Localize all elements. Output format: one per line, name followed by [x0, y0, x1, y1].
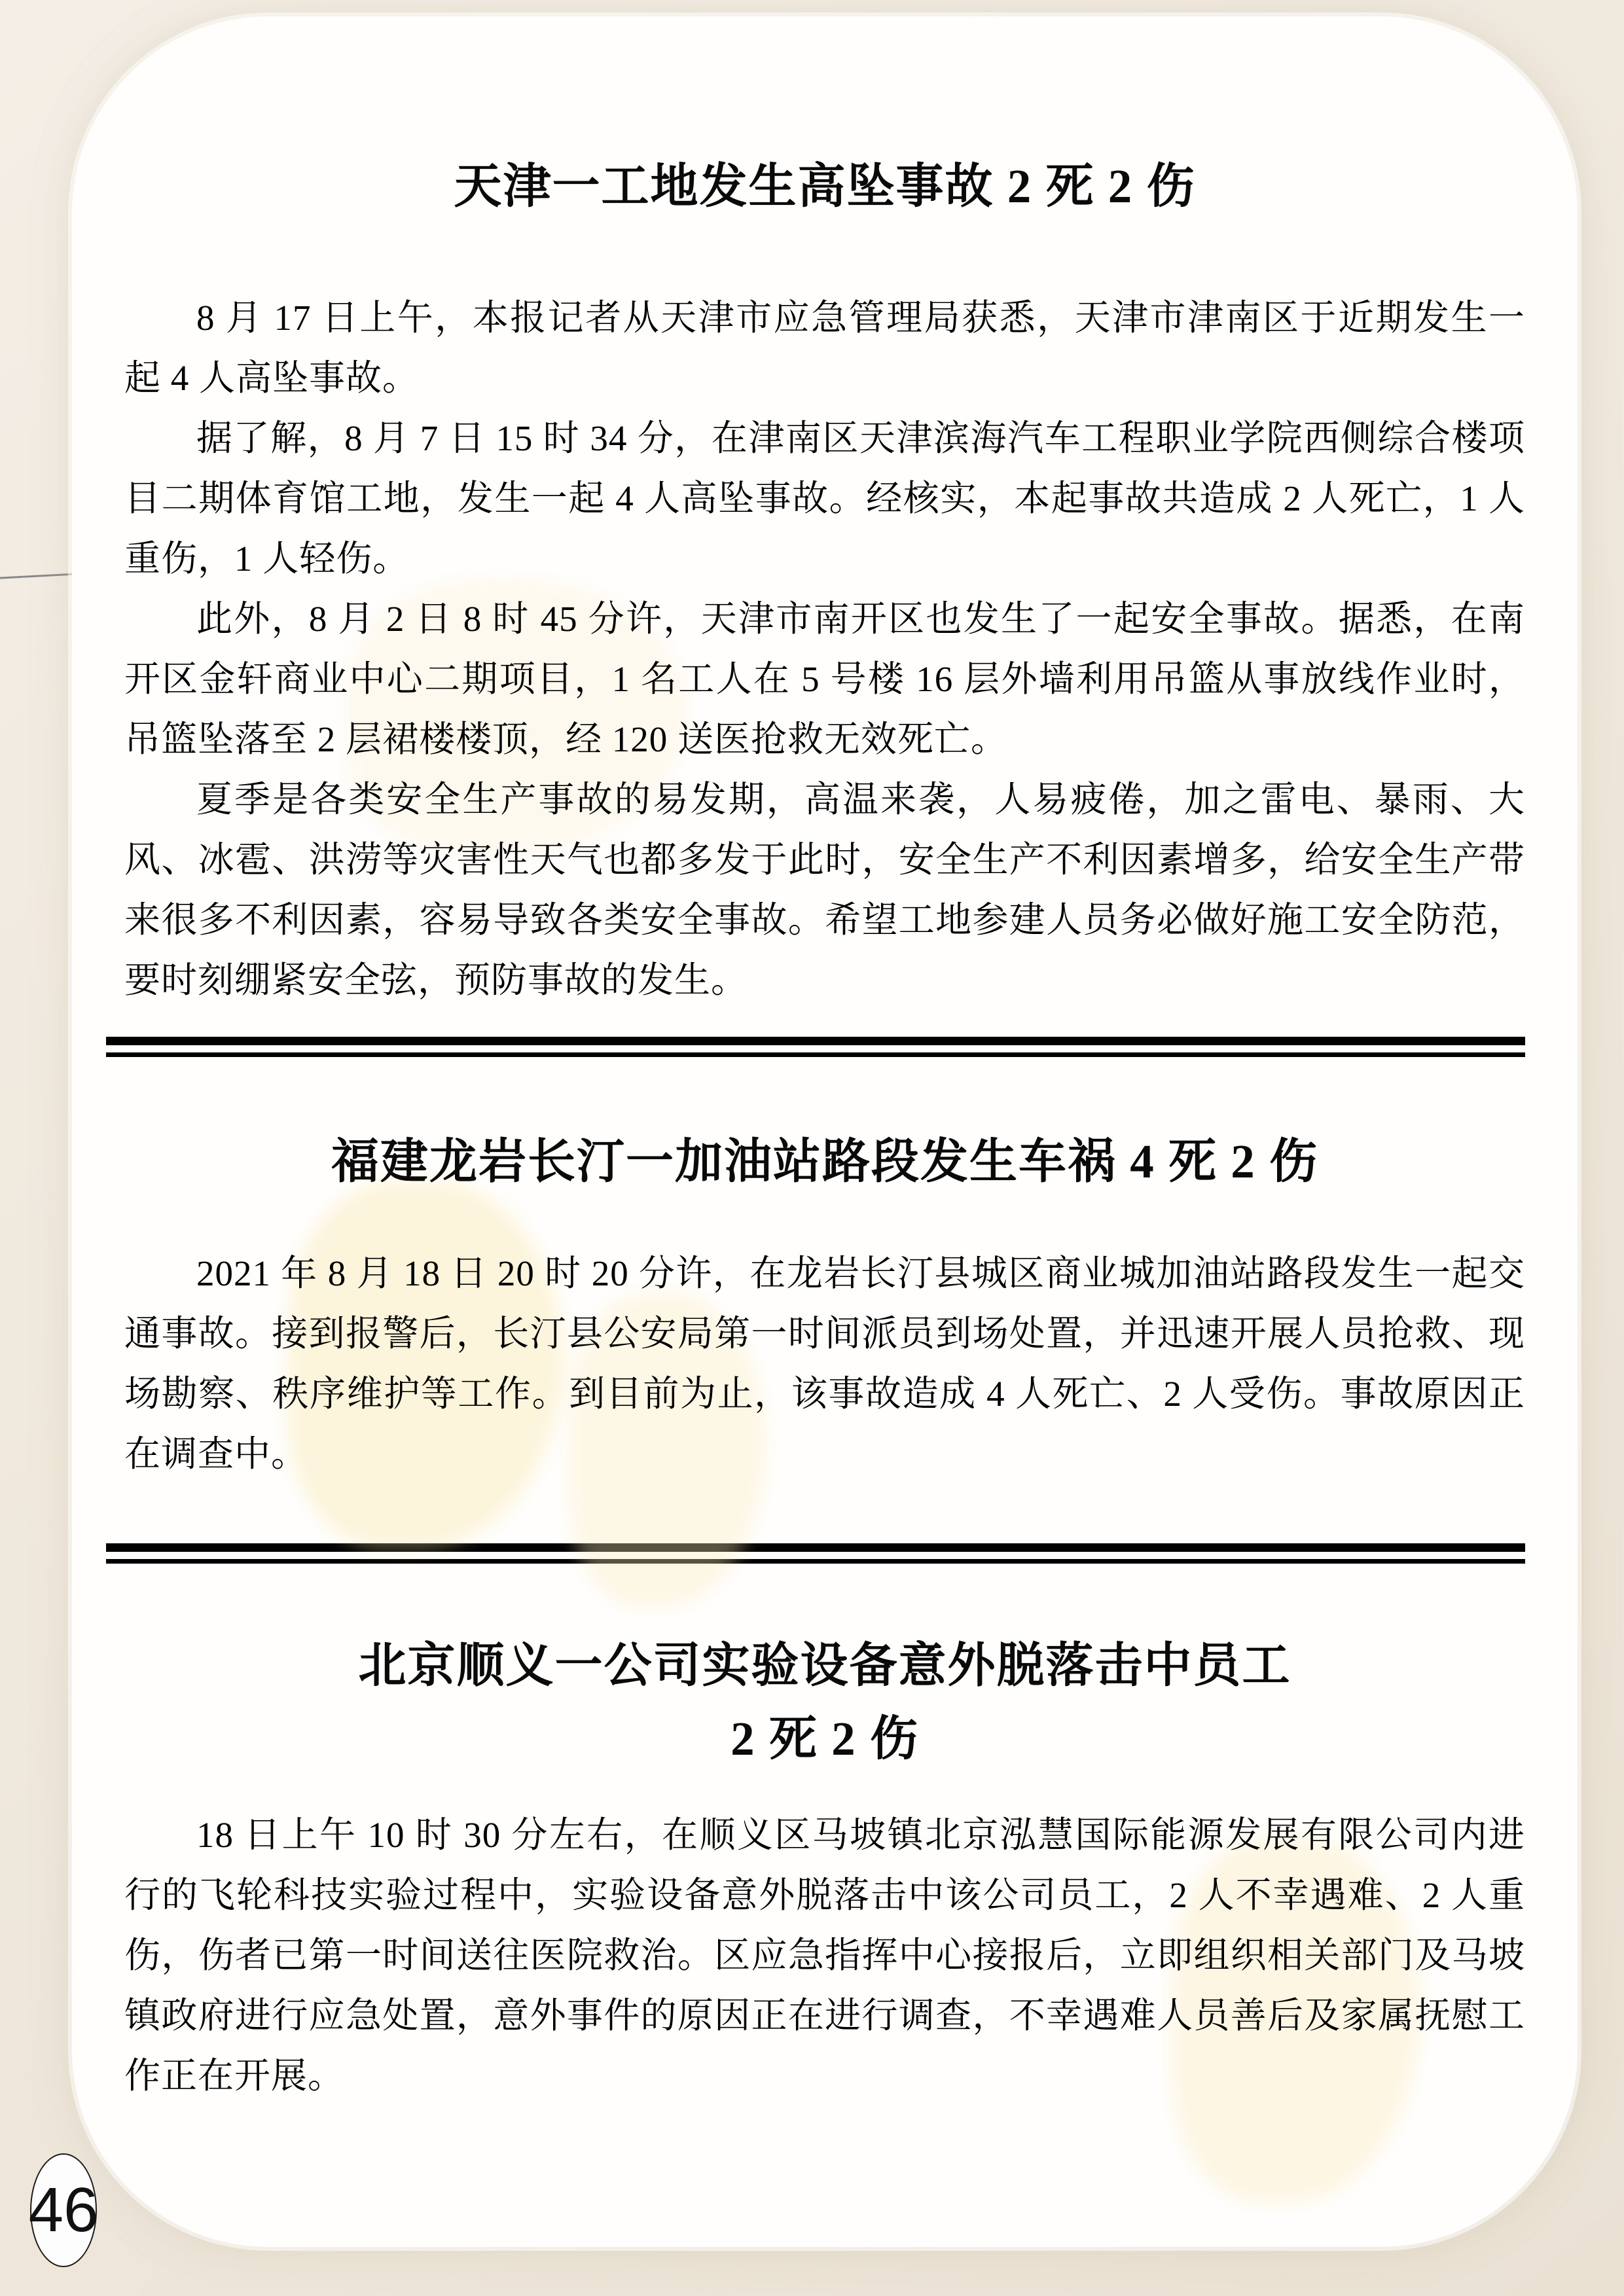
article-paragraph: 据了解，8 月 7 日 15 时 34 分，在津南区天津滨海汽车工程职业学院西侧综合楼项目二期体育馆工地，发生一起 4 人高坠事故。经核实，本起事故共造成 2 人死亡，1 人重伤，1 人轻伤。: [124, 418, 1525, 579]
page-number: 46: [28, 2175, 99, 2245]
content-card: [72, 16, 1578, 2247]
article-paragraph: 此外，8 月 2 日 8 时 45 分许，天津市南开区也发生了一起安全事故。据悉，在南开区金轩商业中心二期项目，1 名工人在 5 号楼 16 层外墙利用吊篮从事放线作业时，吊篮坠落至 2 层裙楼楼顶，经 120 送医抢救无效死亡。: [124, 599, 1525, 759]
article-paragraph: 18 日上午 10 时 30 分左右，在顺义区马坡镇北京泓慧国际能源发展有限公司内进行的飞轮科技实验过程中，实验设备意外脱落击中该公司员工，2 人不幸遇难、2 人重伤，伤者已第一时间送往医院救治。区应急指挥中心接报后，立即组织相关部门及马坡镇政府进行应急处置，意外事件的原因正在进行调查，不幸遇难人员善后及家属抚慰工作正在开展。: [124, 1815, 1525, 2096]
article-title-line: 2 死 2 伤: [731, 1712, 919, 1765]
page-number-badge: [30, 2153, 97, 2267]
article-paragraph: 8 月 17 日上午，本报记者从天津市应急管理局获悉，天津市津南区于近期发生一起 4 人高坠事故。: [124, 298, 1525, 398]
section-divider: [106, 1543, 1525, 1564]
article-title: [124, 1629, 1525, 1776]
article-tianjin-fall-accident: [124, 154, 1525, 1011]
section-divider: [106, 1037, 1525, 1057]
article-fujian-car-crash: [124, 1129, 1525, 1484]
article-title: 福建龙岩长汀一加油站路段发生车祸 4 死 2 伤: [331, 1135, 1318, 1188]
article-paragraph: 2021 年 8 月 18 日 20 时 20 分许，在龙岩长汀县城区商业城加油站路段发生一起交通事故。接到报警后，长汀县公安局第一时间派员到场处置，并迅速开展人员抢救、现场勘察、秩序维护等工作。到目前为止，该事故造成 4 人死亡、2 人受伤。事故原因正在调查中。: [124, 1253, 1525, 1474]
article-beijing-equipment-accident: [124, 1629, 1525, 2106]
article-title-line: 北京顺义一公司实验设备意外脱落击中员工: [358, 1639, 1291, 1692]
article-paragraph: 夏季是各类安全生产事故的易发期，高温来袭，人易疲倦，加之雷电、暴雨、大风、冰雹、洪涝等灾害性天气也都多发于此时，安全生产不利因素增多，给安全生产带来很多不利因素，容易导致各类安全事故。希望工地参建人员务必做好施工安全防范，要时刻绷紧安全弦，预防事故的发生。: [124, 780, 1525, 1000]
article-title: 天津一工地发生高坠事故 2 死 2 伤: [454, 160, 1196, 213]
